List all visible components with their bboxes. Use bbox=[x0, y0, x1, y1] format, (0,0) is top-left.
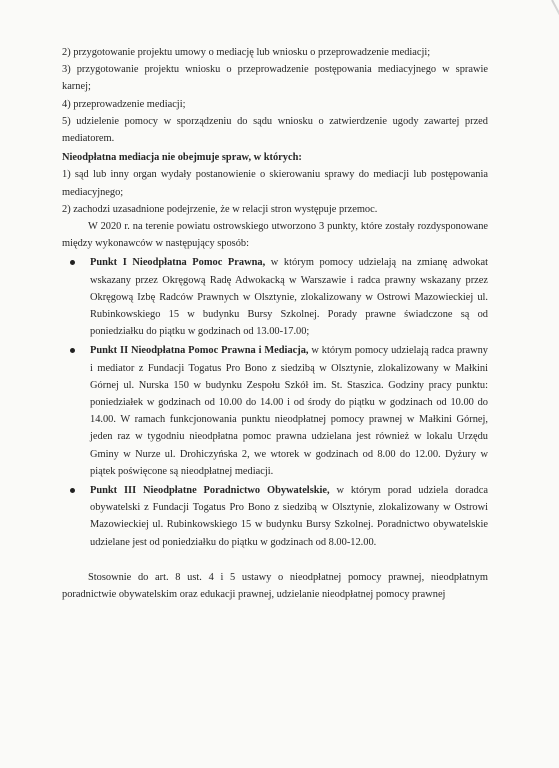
document-body bbox=[62, 44, 488, 603]
bullet-icon bbox=[70, 260, 75, 265]
spacer bbox=[62, 553, 488, 569]
point-title: Punkt I Nieodpłatna Pomoc Prawna, bbox=[90, 257, 266, 269]
point-item bbox=[62, 342, 488, 480]
bullet-icon bbox=[70, 348, 75, 353]
page-fold-mark bbox=[551, 0, 559, 62]
point-text: w którym porad udziela doradca obywatelski z Fundacji Togatus Pro Bono z siedzibą w Olsztynie, zlokalizowany w Ostrowi Mazowieckiej ul. Rubinkowskiego 15 w budynku Bursy Szkolnej. Poradnictwo obywatelskie udzielane jest od poniedziałku do piątku w godzinach od 8.00-12.00. bbox=[90, 485, 488, 548]
points-list bbox=[62, 254, 488, 550]
point-text: w którym pomocy udzielają radca prawny i mediator z Fundacji Togatus Pro Bono z siedzibą w Olsztynie, zlokalizowany w Małkini Górnej ul. Nurska 150 w budynku Zespołu Szkół im. St. Staszica. Godziny pracy punktu: poniedziałek w godzinach od 10.00 do 14.00 i od środy do piątku w godzinach od 10.00 do 14.00. W ramach funkcjonowania punktu nieodpłatnej pomocy prawnej w Małkini Górnej, jeden raz w tygodniu nieodpłatna pomoc prawna udzielana jest również w lokalu Urzędu Gminy w Nurze ul. Drohiczyńska 2, we wtorek w godzinach od 8.00 do 12.00. Dyżury w piątek poświęcone są nieodpłatnej mediacji. bbox=[90, 345, 488, 477]
exclusion-item: 1) sąd lub inny organ wydały postanowienie o skierowaniu sprawy do mediacji lub postępowania mediacyjnego; bbox=[62, 169, 488, 198]
point-item bbox=[62, 482, 488, 551]
list-item: 2) przygotowanie projektu umowy o mediację lub wniosku o przeprowadzenie mediacji; bbox=[62, 47, 431, 58]
list-item: 4) przeprowadzenie mediacji; bbox=[62, 98, 186, 110]
exclusion-item: 2) zachodzi uzasadnione podejrzenie, że w relacji stron występuje przemoc. bbox=[62, 203, 378, 215]
section-heading: Nieodpłatna mediacja nie obejmuje spraw, w których: bbox=[62, 152, 302, 164]
intro-paragraph: W 2020 r. na terenie powiatu ostrowskiego utworzono 3 punkty, które zostały rozdysponowane między wykonawców w następujący sposób: bbox=[62, 221, 488, 250]
point-item bbox=[62, 254, 488, 340]
point-text: w którym pomocy udzielają na zmianę adwokat wskazany przez Okręgową Radę Adwokacką w Warszawie i radca prawny wskazany przez Okręgową Izbę Radców Prawnych w Olsztynie, zlokalizowany w Ostrowi Mazowieckiej ul. Rubinkowskiego 15 w budynku Bursy Szkolnej. Porady prawne świadczone są od poniedziałku do piątku w godzinach od 13.00-17.00; bbox=[90, 257, 488, 338]
point-title: Punkt II Nieodpłatna Pomoc Prawna i Mediacja, bbox=[90, 345, 309, 357]
point-title: Punkt III Nieodpłatne Poradnictwo Obywatelskie, bbox=[90, 485, 330, 497]
list-item: 5) udzielenie pomocy w sporządzeniu do sądu wniosku o zatwierdzenie ugody zawartej przed mediatorem. bbox=[62, 115, 488, 145]
bullet-icon bbox=[70, 488, 75, 493]
closing-paragraph: Stosownie do art. 8 ust. 4 i 5 ustawy o nieodpłatnej pomocy prawnej, nieodpłatnym poradnictwie obywatelskim oraz edukacji prawnej, udzielanie nieodpłatnej pomocy prawnej bbox=[62, 571, 488, 601]
list-item: 3) przygotowanie projektu wniosku o przeprowadzenie postępowania mediacyjnego w sprawie karnej; bbox=[62, 64, 488, 93]
